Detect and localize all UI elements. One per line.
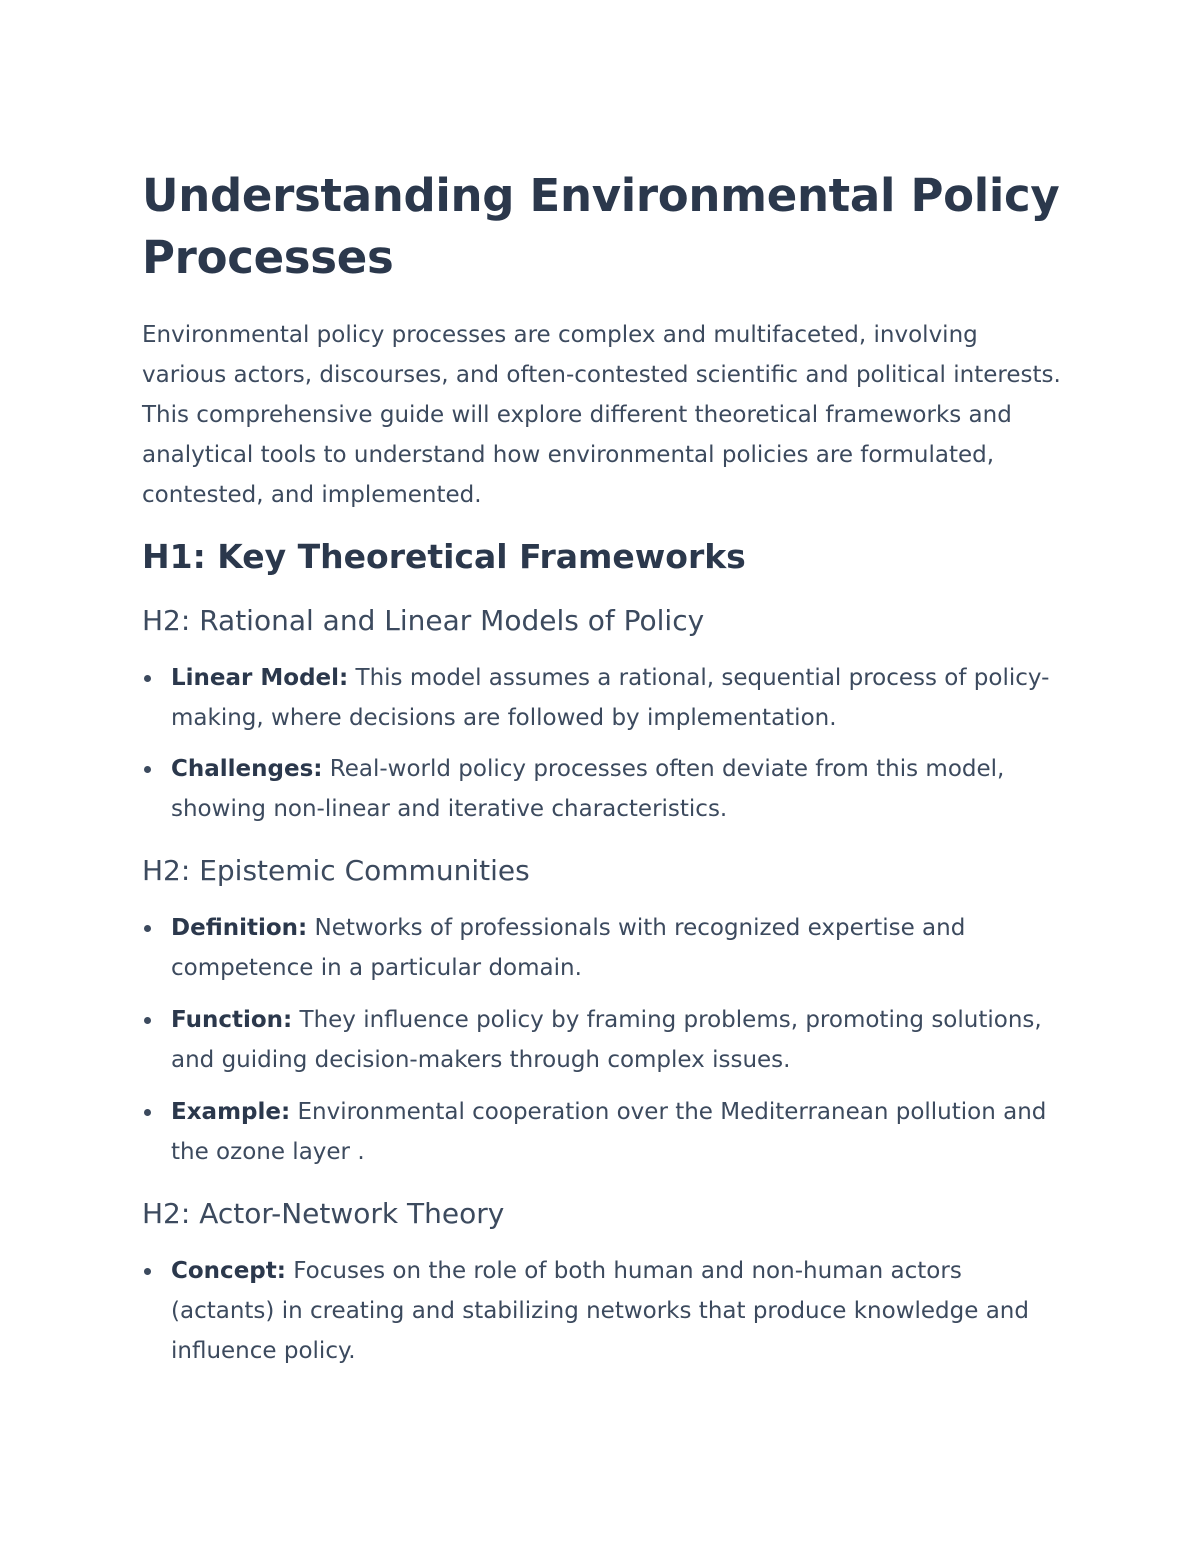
item-text: Focuses on the role of both human and non-human actors (actants) in creating and stabilizing networks that produce knowledge and influence policy. — [171, 1258, 1029, 1364]
list-item — [142, 749, 1062, 829]
bullet-icon — [144, 766, 151, 773]
bullet-icon — [144, 1268, 151, 1275]
subsection-heading: H2: Epistemic Communities — [142, 854, 530, 887]
item-text: This model assumes a rational, sequential process of policy-making, where decisions are followed by implementation. — [171, 665, 1050, 731]
list-item — [142, 1000, 1062, 1080]
section-rational-linear-models — [142, 601, 1062, 829]
document-page — [142, 165, 1062, 1371]
section-heading-frameworks: H1: Key Theoretical Frameworks — [142, 537, 746, 576]
bullet-list — [142, 658, 1062, 829]
list-item — [142, 908, 1062, 988]
bullet-icon — [144, 925, 151, 932]
intro-paragraph: Environmental policy processes are complex and multifaceted, involving various actors, discourses, and often-contested scientific and political interests. This comprehensive guide will explore different theoretical frameworks and analytical tools to understand how environmental policies are formulated, contested, and implemented. — [142, 322, 1061, 508]
item-text: They influence policy by framing problems, promoting solutions, and guiding decision-makers through complex issues. — [171, 1007, 1042, 1073]
item-term: Challenges: — [171, 756, 323, 782]
bullet-icon — [144, 1017, 151, 1024]
section-actor-network-theory — [142, 1194, 1062, 1371]
bullet-icon — [144, 1109, 151, 1116]
item-term: Example: — [171, 1099, 291, 1125]
list-item — [142, 658, 1062, 738]
item-text: Environmental cooperation over the Mediterranean pollution and the ozone layer . — [171, 1099, 1047, 1165]
section-epistemic-communities — [142, 851, 1062, 1172]
subsection-heading: H2: Actor-Network Theory — [142, 1197, 505, 1230]
subsection-heading: H2: Rational and Linear Models of Policy — [142, 604, 705, 637]
bullet-list — [142, 908, 1062, 1172]
list-item — [142, 1251, 1062, 1371]
item-term: Function: — [171, 1007, 293, 1033]
item-text: Networks of professionals with recognized expertise and competence in a particular domain. — [171, 915, 966, 981]
bullet-list — [142, 1251, 1062, 1371]
list-item — [142, 1092, 1062, 1172]
item-term: Concept: — [171, 1258, 286, 1284]
item-term: Linear Model: — [171, 665, 349, 691]
page-title: Understanding Environmental Policy Processes — [142, 169, 1060, 284]
item-term: Definition: — [171, 915, 308, 941]
bullet-icon — [144, 675, 151, 682]
item-text: Real-world policy processes often deviate from this model, showing non-linear and iterative characteristics. — [171, 756, 1005, 822]
